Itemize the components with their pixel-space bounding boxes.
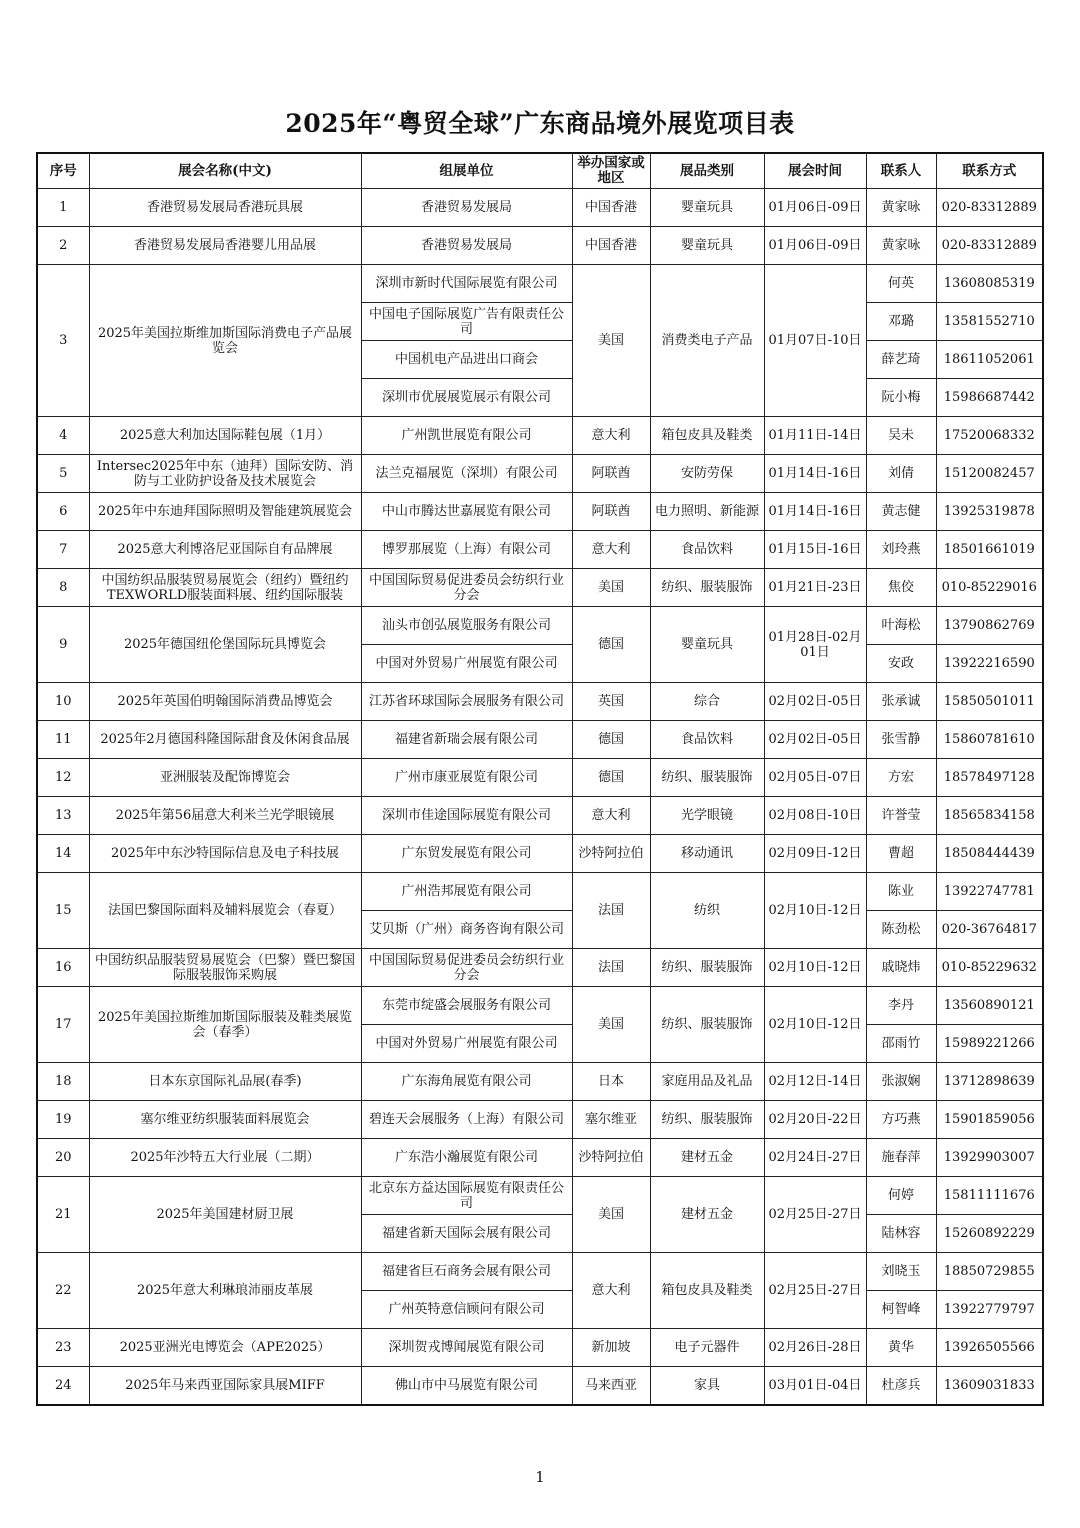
table-row bbox=[37, 1367, 1043, 1406]
row-number-cell: 4 bbox=[37, 417, 89, 455]
exhibition-name-cell: 2025年中东沙特国际信息及电子科技展 bbox=[89, 835, 361, 873]
organizer-cell: 中国机电产品进出口商会 bbox=[361, 341, 572, 379]
exhibition-name-cell: 2025年意大利琳琅沛丽皮革展 bbox=[89, 1253, 361, 1329]
row-number-cell: 3 bbox=[37, 265, 89, 417]
contact-name-cell: 安政 bbox=[866, 645, 936, 683]
country-cell: 中国香港 bbox=[572, 227, 650, 265]
country-cell: 意大利 bbox=[572, 797, 650, 835]
exhibition-table bbox=[36, 152, 1044, 1406]
exhibition-name-cell: Intersec2025年中东（迪拜）国际安防、消防与工业防护设备及技术展览会 bbox=[89, 455, 361, 493]
organizer-cell: 汕头市创弘展览服务有限公司 bbox=[361, 607, 572, 645]
table-row bbox=[37, 493, 1043, 531]
contact-name-cell: 张雪静 bbox=[866, 721, 936, 759]
country-cell: 马来西亚 bbox=[572, 1367, 650, 1406]
table-row bbox=[37, 873, 1043, 911]
exhibition-name-cell: 2025年中东迪拜国际照明及智能建筑展览会 bbox=[89, 493, 361, 531]
contact-phone-cell: 15811111676 bbox=[936, 1177, 1043, 1215]
date-cell: 01月06日-09日 bbox=[764, 189, 866, 227]
contact-name-cell: 陈业 bbox=[866, 873, 936, 911]
contact-name-cell: 邓璐 bbox=[866, 303, 936, 341]
exhibition-name-cell: 2025年2月德国科隆国际甜食及休闲食品展 bbox=[89, 721, 361, 759]
category-cell: 纺织 bbox=[650, 873, 764, 949]
contact-name-cell: 何婷 bbox=[866, 1177, 936, 1215]
table-row bbox=[37, 227, 1043, 265]
country-cell: 沙特阿拉伯 bbox=[572, 835, 650, 873]
organizer-cell: 江苏省环球国际会展服务有限公司 bbox=[361, 683, 572, 721]
table-row bbox=[37, 797, 1043, 835]
table-row bbox=[37, 683, 1043, 721]
exhibition-name-cell: 中国纺织品服装贸易展览会（纽约）暨纽约TEXWORLD服装面料展、纽约国际服装 bbox=[89, 569, 361, 607]
page-number: 1 bbox=[535, 1468, 545, 1486]
contact-name-cell: 吴未 bbox=[866, 417, 936, 455]
contact-phone-cell: 13609031833 bbox=[936, 1367, 1043, 1406]
row-number-cell: 18 bbox=[37, 1063, 89, 1101]
category-cell: 婴童玩具 bbox=[650, 189, 764, 227]
contact-phone-cell: 010-85229016 bbox=[936, 569, 1043, 607]
category-cell: 家庭用品及礼品 bbox=[650, 1063, 764, 1101]
contact-phone-cell: 13922747781 bbox=[936, 873, 1043, 911]
category-cell: 食品饮料 bbox=[650, 721, 764, 759]
country-cell: 新加坡 bbox=[572, 1329, 650, 1367]
contact-phone-cell: 13790862769 bbox=[936, 607, 1043, 645]
contact-phone-cell: 13581552710 bbox=[936, 303, 1043, 341]
exhibition-name-cell: 2025年美国建材厨卫展 bbox=[89, 1177, 361, 1253]
header-date: 展会时间 bbox=[764, 153, 866, 189]
contact-phone-cell: 18565834158 bbox=[936, 797, 1043, 835]
country-cell: 塞尔维亚 bbox=[572, 1101, 650, 1139]
country-cell: 阿联酋 bbox=[572, 493, 650, 531]
contact-name-cell: 许誉莹 bbox=[866, 797, 936, 835]
date-cell: 02月25日-27日 bbox=[764, 1177, 866, 1253]
contact-name-cell: 刘倩 bbox=[866, 455, 936, 493]
contact-phone-cell: 010-85229632 bbox=[936, 949, 1043, 987]
organizer-cell: 福建省巨石商务会展有限公司 bbox=[361, 1253, 572, 1291]
country-cell: 日本 bbox=[572, 1063, 650, 1101]
date-cell: 02月12日-14日 bbox=[764, 1063, 866, 1101]
table-row bbox=[37, 721, 1043, 759]
exhibition-name-cell: 2025年马来西亚国际家具展MIFF bbox=[89, 1367, 361, 1406]
date-cell: 02月10日-12日 bbox=[764, 949, 866, 987]
date-cell: 01月06日-09日 bbox=[764, 227, 866, 265]
table-header-row bbox=[37, 153, 1043, 189]
organizer-cell: 北京东方益达国际展览有限责任公司 bbox=[361, 1177, 572, 1215]
contact-name-cell: 何英 bbox=[866, 265, 936, 303]
contact-phone-cell: 15260892229 bbox=[936, 1215, 1043, 1253]
organizer-cell: 广州市康亚展览有限公司 bbox=[361, 759, 572, 797]
country-cell: 法国 bbox=[572, 949, 650, 987]
category-cell: 移动通讯 bbox=[650, 835, 764, 873]
contact-phone-cell: 020-83312889 bbox=[936, 189, 1043, 227]
exhibition-name-cell: 日本东京国际礼品展(春季) bbox=[89, 1063, 361, 1101]
date-cell: 02月10日-12日 bbox=[764, 873, 866, 949]
organizer-cell: 深圳市新时代国际展览有限公司 bbox=[361, 265, 572, 303]
header-category: 展品类别 bbox=[650, 153, 764, 189]
contact-name-cell: 焦佼 bbox=[866, 569, 936, 607]
row-number-cell: 7 bbox=[37, 531, 89, 569]
contact-phone-cell: 18508444439 bbox=[936, 835, 1043, 873]
category-cell: 婴童玩具 bbox=[650, 607, 764, 683]
row-number-cell: 22 bbox=[37, 1253, 89, 1329]
table-row bbox=[37, 569, 1043, 607]
organizer-cell: 法兰克福展览（深圳）有限公司 bbox=[361, 455, 572, 493]
table-row bbox=[37, 1101, 1043, 1139]
contact-name-cell: 方宏 bbox=[866, 759, 936, 797]
organizer-cell: 博罗那展览（上海）有限公司 bbox=[361, 531, 572, 569]
contact-name-cell: 陆林容 bbox=[866, 1215, 936, 1253]
table-row bbox=[37, 949, 1043, 987]
category-cell: 综合 bbox=[650, 683, 764, 721]
row-number-cell: 19 bbox=[37, 1101, 89, 1139]
exhibition-name-cell: 2025意大利博洛尼亚国际自有品牌展 bbox=[89, 531, 361, 569]
organizer-cell: 广东浩小瀚展览有限公司 bbox=[361, 1139, 572, 1177]
table-row bbox=[37, 1253, 1043, 1291]
contact-phone-cell: 15850501011 bbox=[936, 683, 1043, 721]
table-row bbox=[37, 1177, 1043, 1215]
organizer-cell: 深圳市佳途国际展览有限公司 bbox=[361, 797, 572, 835]
row-number-cell: 17 bbox=[37, 987, 89, 1063]
row-number-cell: 12 bbox=[37, 759, 89, 797]
contact-phone-cell: 13929903007 bbox=[936, 1139, 1043, 1177]
date-cell: 02月02日-05日 bbox=[764, 721, 866, 759]
row-number-cell: 11 bbox=[37, 721, 89, 759]
country-cell: 美国 bbox=[572, 1177, 650, 1253]
contact-phone-cell: 13712898639 bbox=[936, 1063, 1043, 1101]
header-country: 举办国家或地区 bbox=[572, 153, 650, 189]
date-cell: 01月28日-02月01日 bbox=[764, 607, 866, 683]
contact-phone-cell: 18850729855 bbox=[936, 1253, 1043, 1291]
table-row bbox=[37, 265, 1043, 303]
exhibition-name-cell: 香港贸易发展局香港婴儿用品展 bbox=[89, 227, 361, 265]
exhibition-name-cell: 2025年德国纽伦堡国际玩具博览会 bbox=[89, 607, 361, 683]
table-row bbox=[37, 1329, 1043, 1367]
row-number-cell: 5 bbox=[37, 455, 89, 493]
category-cell: 建材五金 bbox=[650, 1177, 764, 1253]
category-cell: 婴童玩具 bbox=[650, 227, 764, 265]
table-row bbox=[37, 531, 1043, 569]
country-cell: 意大利 bbox=[572, 531, 650, 569]
contact-name-cell: 张淑娴 bbox=[866, 1063, 936, 1101]
row-number-cell: 2 bbox=[37, 227, 89, 265]
exhibition-name-cell: 2025年美国拉斯维加斯国际服装及鞋类展览会（春季） bbox=[89, 987, 361, 1063]
date-cell: 02月26日-28日 bbox=[764, 1329, 866, 1367]
table-row bbox=[37, 455, 1043, 493]
date-cell: 03月01日-04日 bbox=[764, 1367, 866, 1406]
contact-name-cell: 陈劲松 bbox=[866, 911, 936, 949]
category-cell: 电力照明、新能源 bbox=[650, 493, 764, 531]
row-number-cell: 16 bbox=[37, 949, 89, 987]
exhibition-name-cell: 2025亚洲光电博览会（APE2025） bbox=[89, 1329, 361, 1367]
page-title: 2025年“粤贸全球”广东商品境外展览项目表 bbox=[285, 109, 795, 138]
contact-name-cell: 黄家咏 bbox=[866, 227, 936, 265]
contact-phone-cell: 13922779797 bbox=[936, 1291, 1043, 1329]
date-cell: 02月08日-10日 bbox=[764, 797, 866, 835]
date-cell: 02月25日-27日 bbox=[764, 1253, 866, 1329]
country-cell: 意大利 bbox=[572, 417, 650, 455]
contact-phone-cell: 15986687442 bbox=[936, 379, 1043, 417]
date-cell: 02月09日-12日 bbox=[764, 835, 866, 873]
category-cell: 安防劳保 bbox=[650, 455, 764, 493]
exhibition-name-cell: 亚洲服装及配饰博览会 bbox=[89, 759, 361, 797]
row-number-cell: 23 bbox=[37, 1329, 89, 1367]
date-cell: 02月20日-22日 bbox=[764, 1101, 866, 1139]
row-number-cell: 6 bbox=[37, 493, 89, 531]
organizer-cell: 东莞市绽盛会展服务有限公司 bbox=[361, 987, 572, 1025]
table-row bbox=[37, 189, 1043, 227]
organizer-cell: 广州英特意信顾问有限公司 bbox=[361, 1291, 572, 1329]
organizer-cell: 中山市腾达世嘉展览有限公司 bbox=[361, 493, 572, 531]
exhibition-name-cell: 2025年英国伯明翰国际消费品博览会 bbox=[89, 683, 361, 721]
date-cell: 01月15日-16日 bbox=[764, 531, 866, 569]
contact-name-cell: 张承诚 bbox=[866, 683, 936, 721]
exhibition-name-cell: 2025意大利加达国际鞋包展（1月） bbox=[89, 417, 361, 455]
contact-phone-cell: 15120082457 bbox=[936, 455, 1043, 493]
contact-name-cell: 杜彦兵 bbox=[866, 1367, 936, 1406]
country-cell: 德国 bbox=[572, 721, 650, 759]
organizer-cell: 广州凯世展览有限公司 bbox=[361, 417, 572, 455]
table-row bbox=[37, 835, 1043, 873]
contact-name-cell: 刘玲燕 bbox=[866, 531, 936, 569]
date-cell: 02月02日-05日 bbox=[764, 683, 866, 721]
country-cell: 法国 bbox=[572, 873, 650, 949]
contact-phone-cell: 15989221266 bbox=[936, 1025, 1043, 1063]
organizer-cell: 深圳贺戎博闻展览有限公司 bbox=[361, 1329, 572, 1367]
contact-name-cell: 刘晓玉 bbox=[866, 1253, 936, 1291]
contact-phone-cell: 15860781610 bbox=[936, 721, 1043, 759]
category-cell: 消费类电子产品 bbox=[650, 265, 764, 417]
category-cell: 纺织、服装服饰 bbox=[650, 987, 764, 1063]
contact-phone-cell: 18578497128 bbox=[936, 759, 1043, 797]
table-row bbox=[37, 759, 1043, 797]
country-cell: 意大利 bbox=[572, 1253, 650, 1329]
exhibition-name-cell: 法国巴黎国际面料及辅料展览会（春夏） bbox=[89, 873, 361, 949]
date-cell: 01月14日-16日 bbox=[764, 455, 866, 493]
contact-phone-cell: 18501661019 bbox=[936, 531, 1043, 569]
category-cell: 家具 bbox=[650, 1367, 764, 1406]
contact-name-cell: 方巧燕 bbox=[866, 1101, 936, 1139]
organizer-cell: 香港贸易发展局 bbox=[361, 227, 572, 265]
row-number-cell: 10 bbox=[37, 683, 89, 721]
contact-phone-cell: 13608085319 bbox=[936, 265, 1043, 303]
date-cell: 02月05日-07日 bbox=[764, 759, 866, 797]
header-phone: 联系方式 bbox=[936, 153, 1043, 189]
category-cell: 食品饮料 bbox=[650, 531, 764, 569]
contact-name-cell: 柯智峰 bbox=[866, 1291, 936, 1329]
category-cell: 纺织、服装服饰 bbox=[650, 759, 764, 797]
contact-name-cell: 施春萍 bbox=[866, 1139, 936, 1177]
date-cell: 01月07日-10日 bbox=[764, 265, 866, 417]
row-number-cell: 13 bbox=[37, 797, 89, 835]
date-cell: 02月10日-12日 bbox=[764, 987, 866, 1063]
category-cell: 箱包皮具及鞋类 bbox=[650, 1253, 764, 1329]
exhibition-name-cell: 香港贸易发展局香港玩具展 bbox=[89, 189, 361, 227]
organizer-cell: 广州浩邦展览有限公司 bbox=[361, 873, 572, 911]
header-name: 展会名称(中文) bbox=[89, 153, 361, 189]
row-number-cell: 1 bbox=[37, 189, 89, 227]
organizer-cell: 中国电子国际展览广告有限责任公司 bbox=[361, 303, 572, 341]
exhibition-name-cell: 2025年第56届意大利米兰光学眼镜展 bbox=[89, 797, 361, 835]
organizer-cell: 广东海角展览有限公司 bbox=[361, 1063, 572, 1101]
table-row bbox=[37, 1063, 1043, 1101]
row-number-cell: 14 bbox=[37, 835, 89, 873]
row-number-cell: 8 bbox=[37, 569, 89, 607]
contact-name-cell: 黄家咏 bbox=[866, 189, 936, 227]
contact-name-cell: 阮小梅 bbox=[866, 379, 936, 417]
country-cell: 美国 bbox=[572, 569, 650, 607]
organizer-cell: 广东贸发展览有限公司 bbox=[361, 835, 572, 873]
country-cell: 沙特阿拉伯 bbox=[572, 1139, 650, 1177]
organizer-cell: 艾贝斯（广州）商务咨询有限公司 bbox=[361, 911, 572, 949]
organizer-cell: 福建省新瑞会展有限公司 bbox=[361, 721, 572, 759]
table-row bbox=[37, 417, 1043, 455]
category-cell: 纺织、服装服饰 bbox=[650, 569, 764, 607]
organizer-cell: 中国国际贸易促进委员会纺织行业分会 bbox=[361, 949, 572, 987]
contact-name-cell: 邵雨竹 bbox=[866, 1025, 936, 1063]
row-number-cell: 24 bbox=[37, 1367, 89, 1406]
country-cell: 美国 bbox=[572, 265, 650, 417]
date-cell: 01月21日-23日 bbox=[764, 569, 866, 607]
contact-name-cell: 黄志健 bbox=[866, 493, 936, 531]
header-no: 序号 bbox=[37, 153, 89, 189]
table-row bbox=[37, 987, 1043, 1025]
organizer-cell: 中国对外贸易广州展览有限公司 bbox=[361, 1025, 572, 1063]
contact-name-cell: 戚晓炜 bbox=[866, 949, 936, 987]
country-cell: 德国 bbox=[572, 759, 650, 797]
organizer-cell: 中国国际贸易促进委员会纺织行业分会 bbox=[361, 569, 572, 607]
row-number-cell: 21 bbox=[37, 1177, 89, 1253]
row-number-cell: 15 bbox=[37, 873, 89, 949]
contact-name-cell: 曹超 bbox=[866, 835, 936, 873]
header-contact: 联系人 bbox=[866, 153, 936, 189]
exhibition-name-cell: 2025年沙特五大行业展（二期） bbox=[89, 1139, 361, 1177]
exhibition-name-cell: 中国纺织品服装贸易展览会（巴黎）暨巴黎国际服装服饰采购展 bbox=[89, 949, 361, 987]
category-cell: 纺织、服装服饰 bbox=[650, 1101, 764, 1139]
contact-phone-cell: 020-36764817 bbox=[936, 911, 1043, 949]
category-cell: 电子元器件 bbox=[650, 1329, 764, 1367]
contact-phone-cell: 13922216590 bbox=[936, 645, 1043, 683]
row-number-cell: 20 bbox=[37, 1139, 89, 1177]
header-organizer: 组展单位 bbox=[361, 153, 572, 189]
table-row bbox=[37, 1139, 1043, 1177]
organizer-cell: 中国对外贸易广州展览有限公司 bbox=[361, 645, 572, 683]
contact-phone-cell: 18611052061 bbox=[936, 341, 1043, 379]
contact-phone-cell: 17520068332 bbox=[936, 417, 1043, 455]
exhibition-name-cell: 塞尔维亚纺织服装面料展览会 bbox=[89, 1101, 361, 1139]
organizer-cell: 福建省新天国际会展有限公司 bbox=[361, 1215, 572, 1253]
category-cell: 建材五金 bbox=[650, 1139, 764, 1177]
organizer-cell: 碧连天会展服务（上海）有限公司 bbox=[361, 1101, 572, 1139]
table-row bbox=[37, 607, 1043, 645]
category-cell: 光学眼镜 bbox=[650, 797, 764, 835]
country-cell: 德国 bbox=[572, 607, 650, 683]
organizer-cell: 香港贸易发展局 bbox=[361, 189, 572, 227]
contact-phone-cell: 13925319878 bbox=[936, 493, 1043, 531]
contact-name-cell: 叶海松 bbox=[866, 607, 936, 645]
country-cell: 美国 bbox=[572, 987, 650, 1063]
contact-name-cell: 黄华 bbox=[866, 1329, 936, 1367]
date-cell: 01月11日-14日 bbox=[764, 417, 866, 455]
country-cell: 阿联酋 bbox=[572, 455, 650, 493]
organizer-cell: 佛山市中马展览有限公司 bbox=[361, 1367, 572, 1406]
organizer-cell: 深圳市优展展览展示有限公司 bbox=[361, 379, 572, 417]
contact-phone-cell: 020-83312889 bbox=[936, 227, 1043, 265]
contact-phone-cell: 13560890121 bbox=[936, 987, 1043, 1025]
row-number-cell: 9 bbox=[37, 607, 89, 683]
category-cell: 纺织、服装服饰 bbox=[650, 949, 764, 987]
date-cell: 01月14日-16日 bbox=[764, 493, 866, 531]
contact-name-cell: 李丹 bbox=[866, 987, 936, 1025]
country-cell: 中国香港 bbox=[572, 189, 650, 227]
country-cell: 英国 bbox=[572, 683, 650, 721]
date-cell: 02月24日-27日 bbox=[764, 1139, 866, 1177]
contact-phone-cell: 15901859056 bbox=[936, 1101, 1043, 1139]
contact-phone-cell: 13926505566 bbox=[936, 1329, 1043, 1367]
contact-name-cell: 薛艺琦 bbox=[866, 341, 936, 379]
exhibition-name-cell: 2025年美国拉斯维加斯国际消费电子产品展览会 bbox=[89, 265, 361, 417]
category-cell: 箱包皮具及鞋类 bbox=[650, 417, 764, 455]
